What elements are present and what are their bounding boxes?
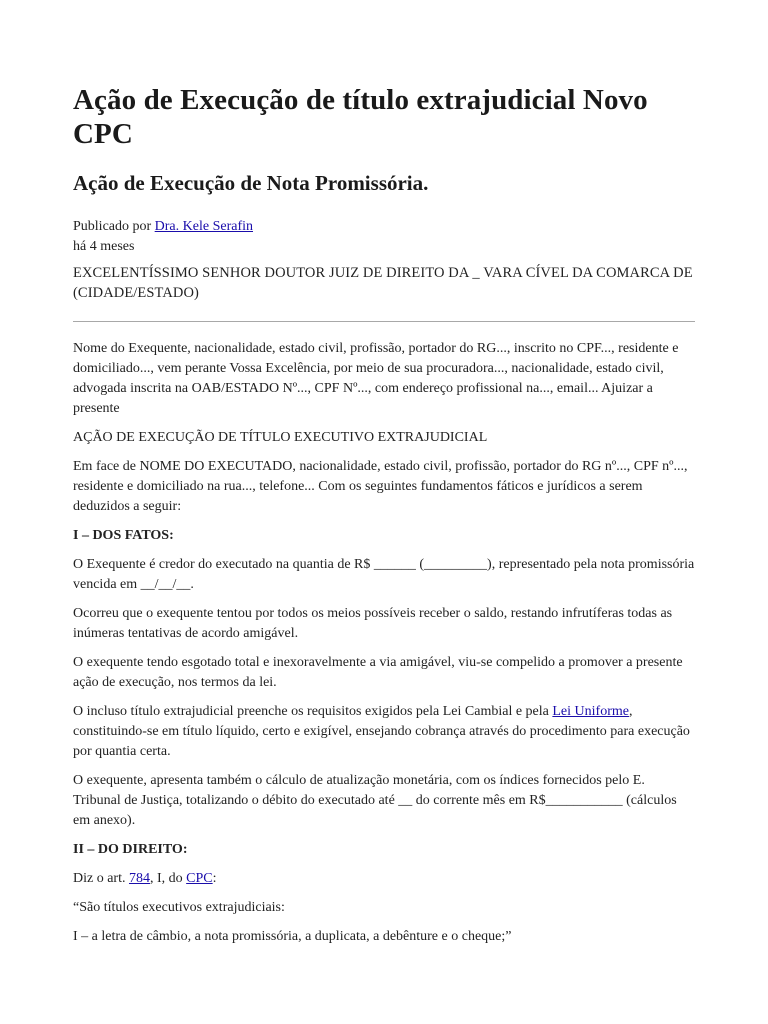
lei-uniforme-link[interactable]: Lei Uniforme [552,704,629,719]
addressee-heading: EXCELENTÍSSIMO SENHOR DOUTOR JUIZ DE DIREITO DA _ VARA CÍVEL DA COMARCA DE (CIDADE/ESTADO) [73,265,693,301]
quote-paragraph-1: “São títulos executivos extrajudiciais: [73,900,285,915]
publication-meta [73,217,695,257]
author-link[interactable]: Dra. Kele Serafin [154,219,253,234]
quote-paragraph-2: I – a letra de câmbio, a nota promissória, a duplicata, a debênture e o cheque;” [73,929,512,944]
article-title: Ação de Execução de título extrajudicial Novo CPC [73,84,648,150]
facts-paragraph-4-text-end: , constituindo-se em título líquido, certo e exigível, ensejando cobrança através do procedimento para execução por quantia certa. [73,704,690,759]
facts-paragraph-5: O exequente, apresenta também o cálculo de atualização monetária, com os índices fornecidos pelo E. Tribunal de Justiça, totalizando o débito do executado até __ do corrente mês em R$___________ (cálculos em anexo). [73,773,677,828]
published-by-line [73,217,695,237]
law-text-end: : [212,871,217,886]
facts-paragraph-1: O Exequente é credor do executado na quantia de R$ ______ (_________), representado pela nota promissória vencida em __/__/__. [73,557,695,592]
article-784-link[interactable]: 784 [128,871,150,886]
divider [73,321,695,322]
law-paragraph [73,869,695,889]
plaintiff-paragraph: Nome do Exequente, nacionalidade, estado civil, profissão, portador do RG..., inscrito no CPF..., residente e domiciliado..., vem perante Vossa Excelência, por meio de sua procuradora..., nacionalidade, estado civil, advogada inscrita na OAB/ESTADO Nº..., CPF Nº..., com endereço profissional na..., email... Ajuizar a presente [73,341,679,416]
facts-paragraph-3: O exequente tendo esgotado total e inexoravelmente a via amigável, viu-se compelido a promover a presente ação de execução, nos termos da lei. [73,655,683,690]
law-text-start: Diz o art. [73,871,129,886]
facts-paragraph-4 [73,702,695,762]
cpc-link[interactable]: CPC [186,871,213,886]
published-time: há 4 meses [73,239,135,254]
law-text-mid: , I, do [149,871,187,886]
published-by-label: Publicado por [73,219,155,234]
action-title-paragraph: AÇÃO DE EXECUÇÃO DE TÍTULO EXECUTIVO EXTRAJUDICIAL [73,430,488,445]
section-heading-facts: I – DOS FATOS: [73,528,174,543]
article-subtitle: Ação de Execução de Nota Promissória. [73,171,429,195]
defendant-paragraph: Em face de NOME DO EXECUTADO, nacionalidade, estado civil, profissão, portador do RG nº..., CPF nº..., residente e domiciliado na rua..., telefone... Com os seguintes fundamentos fáticos e jurídicos a serem deduzidos a seguir: [73,459,688,514]
facts-paragraph-4-text-start: O incluso título extrajudicial preenche os requisitos exigidos pela Lei Cambial e pela [73,704,553,719]
facts-paragraph-2: Ocorreu que o exequente tentou por todos os meios possíveis receber o saldo, restando infrutíferas todas as inúmeras tentativas de acordo amigável. [73,606,673,641]
section-heading-law: II – DO DIREITO: [73,842,188,857]
